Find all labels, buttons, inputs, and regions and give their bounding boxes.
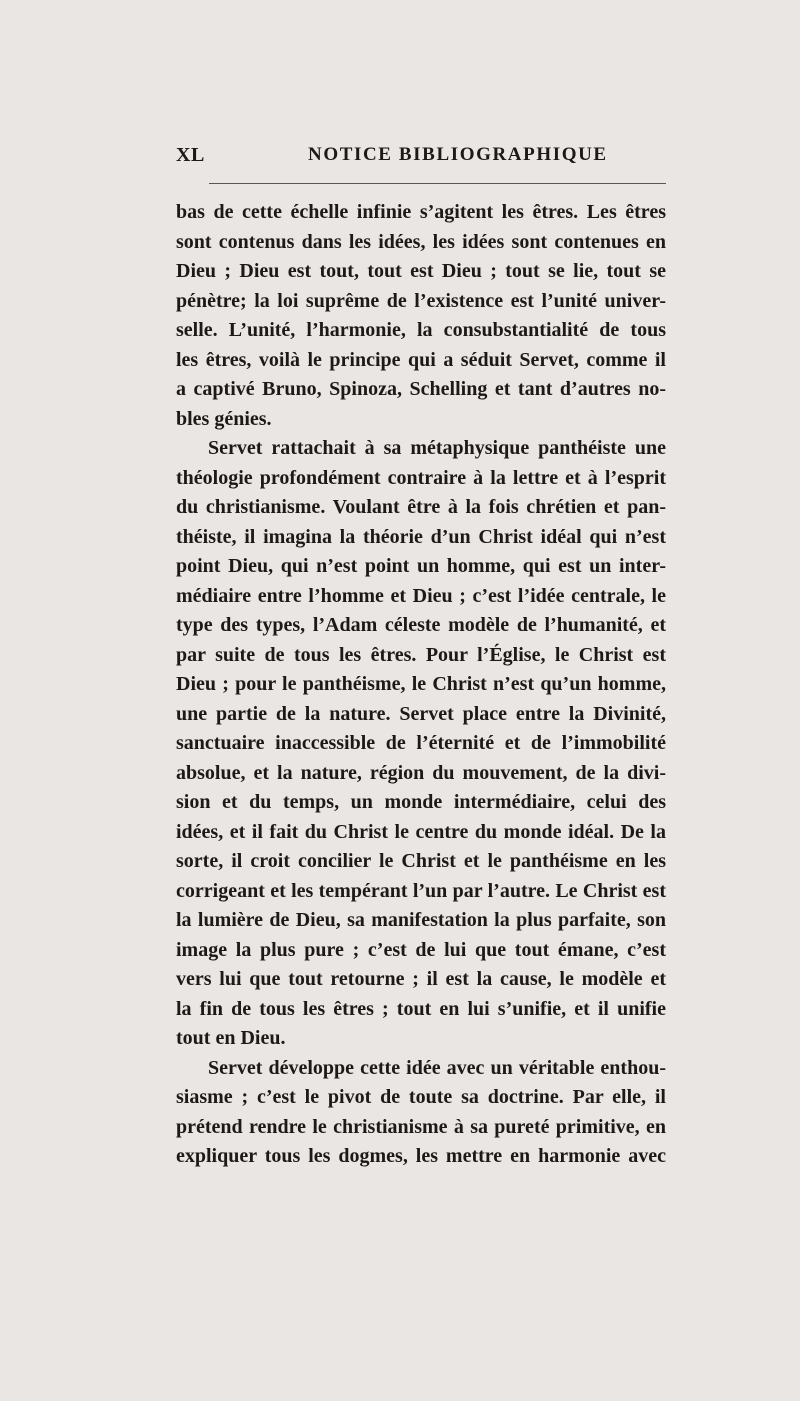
text-line: les êtres, voilà le principe qui a séduit Servet, comme il	[176, 348, 666, 371]
text-line: Dieu ; pour le panthéisme, le Christ n’est qu’un homme,	[176, 673, 666, 695]
text-line: Dieu ; Dieu est tout, tout est Dieu ; tout se lie, tout se	[176, 260, 666, 282]
text-line: la fin de tous les êtres ; tout en lui s’unifie, et il unifie	[176, 997, 666, 1020]
text-line: Servet rattachait à sa métaphysique panthéiste une	[208, 437, 666, 459]
text-line: une partie de la nature. Servet place entre la Divinité,	[176, 702, 666, 725]
text-line: sion et du temps, un monde intermédiaire, celui des	[176, 791, 666, 813]
text-line: théologie profondément contraire à la lettre et à l’esprit	[176, 466, 666, 489]
text-line: sont contenus dans les idées, les idées sont contenues en	[176, 230, 666, 253]
text-line: tout en Dieu.	[176, 1027, 286, 1049]
text-line: Servet développe cette idée avec un véritable enthou-	[208, 1056, 666, 1079]
text-line: absolue, et la nature, région du mouvement, de la divi-	[176, 761, 666, 784]
text-line: expliquer tous les dogmes, les mettre en harmonie avec	[176, 1145, 666, 1167]
text-line: sorte, il croit concilier le Christ et le panthéisme en les	[176, 850, 666, 872]
running-head	[176, 144, 672, 168]
text-line: point Dieu, qui n’est point un homme, qui est un inter-	[176, 555, 666, 577]
text-line: la lumière de Dieu, sa manifestation la plus parfaite, son	[176, 909, 666, 931]
header-rule	[209, 183, 666, 184]
running-title: NOTICE BIBLIOGRAPHIQUE	[308, 144, 608, 165]
text-line: du christianisme. Voulant être à la fois chrétien et pan-	[176, 496, 666, 518]
text-line: type des types, l’Adam céleste modèle de l’humanité, et	[176, 614, 666, 636]
text-line: selle. L’unité, l’harmonie, la consubstantialité de tous	[176, 319, 666, 341]
text-line: par suite de tous les êtres. Pour l’Église, le Christ est	[176, 643, 666, 666]
body-text	[176, 198, 666, 1172]
text-line: bles génies.	[176, 407, 272, 430]
text-line: vers lui que tout retourne ; il est la cause, le modèle et	[176, 968, 666, 990]
text-line: corrigeant et les tempérant l’un par l’autre. Le Christ est	[176, 879, 666, 902]
text-line: médiaire entre l’homme et Dieu ; c’est l’idée centrale, le	[176, 584, 666, 607]
text-line: pénètre; la loi suprême de l’existence est l’unité univer-	[176, 289, 666, 312]
text-line: idées, et il fait du Christ le centre du monde idéal. De la	[176, 820, 666, 843]
text-line: a captivé Bruno, Spinoza, Schelling et tant d’autres no-	[176, 378, 666, 400]
text-line: image la plus pure ; c’est de lui que tout émane, c’est	[176, 938, 666, 961]
text-line: bas de cette échelle infinie s’agitent les êtres. Les êtres	[176, 201, 666, 223]
text-line: prétend rendre le christianisme à sa pureté primitive, en	[176, 1115, 666, 1138]
text-line: théiste, il imagina la théorie d’un Christ idéal qui n’est	[176, 525, 666, 548]
page-number: XL	[176, 144, 205, 166]
text-line: sanctuaire inaccessible de l’éternité et de l’immobilité	[176, 732, 666, 754]
text-line: siasme ; c’est le pivot de toute sa doctrine. Par elle, il	[176, 1086, 666, 1108]
